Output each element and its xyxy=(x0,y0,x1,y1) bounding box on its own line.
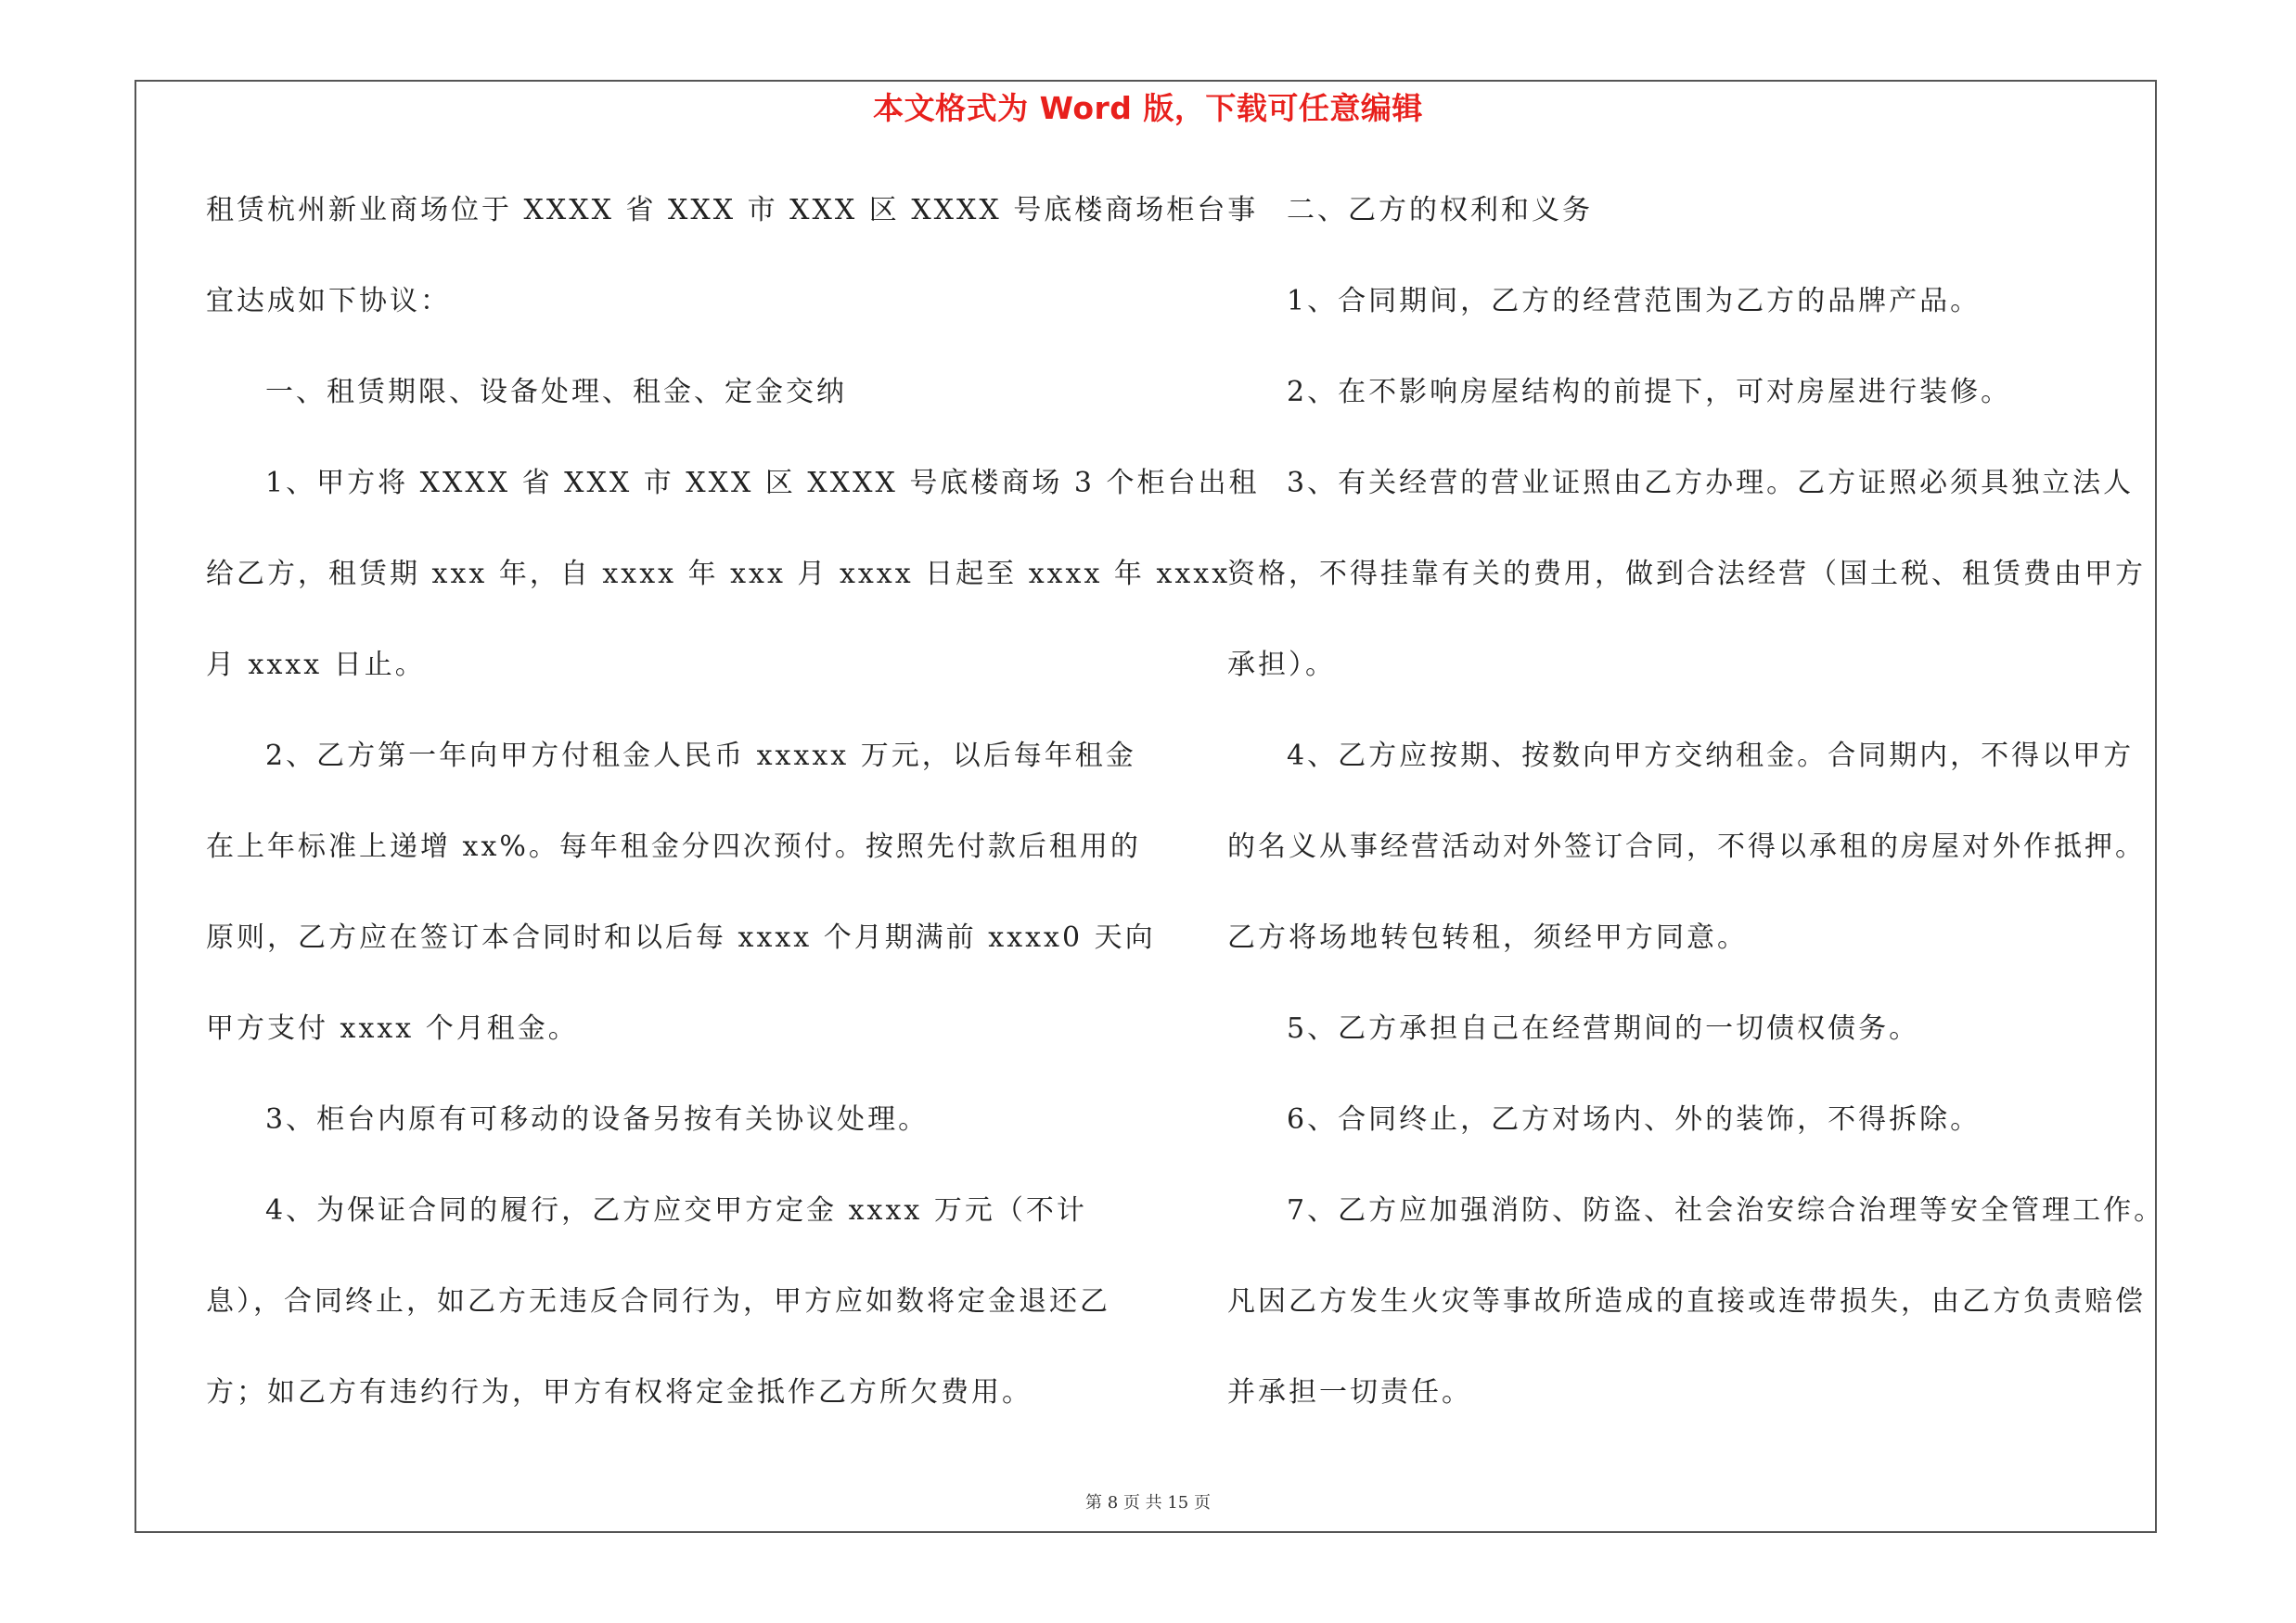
paragraph-line: 4、乙方应按期、按数向甲方交纳租金。合同期内，不得以甲方 xyxy=(1287,740,2135,772)
paragraph-line: 1、合同期间，乙方的经营范围为乙方的品牌产品。 xyxy=(1287,285,1982,317)
paragraph-line: 资格，不得挂靠有关的费用，做到合法经营（国土税、租赁费由甲方 xyxy=(1227,558,2146,590)
paragraph-line: 3、柜台内原有可移动的设备另按有关协议处理。 xyxy=(265,1103,930,1136)
paragraph-line: 2、乙方第一年向甲方付租金人民币 xxxxx 万元，以后每年租金 xyxy=(265,740,1136,772)
paragraph-line: 给乙方，租赁期 xxx 年，自 xxxx 年 xxx 月 xxxx 日起至 xxxx 年 xxxx xyxy=(206,558,1231,590)
paragraph-line: 息），合同终止，如乙方无违反合同行为，甲方应如数将定金退还乙 xyxy=(206,1285,1110,1318)
paragraph-line: 7、乙方应加强消防、防盗、社会治安综合治理等安全管理工作。 xyxy=(1287,1194,2165,1227)
paragraph-line: 凡因乙方发生火灾等事故所造成的直接或连带损失，由乙方负责赔偿 xyxy=(1227,1285,2146,1318)
paragraph-line: 5、乙方承担自己在经营期间的一切债权债务。 xyxy=(1287,1012,1920,1045)
paragraph-line: 6、合同终止，乙方对场内、外的装饰，不得拆除。 xyxy=(1287,1103,1982,1136)
paragraph-line: 月 xxxx 日止。 xyxy=(206,649,426,681)
paragraph-line: 方；如乙方有违约行为，甲方有权将定金抵作乙方所欠费用。 xyxy=(206,1376,1033,1409)
paragraph-line: 的名义从事经营活动对外签订合同，不得以承租的房屋对外作抵押。 xyxy=(1227,831,2146,863)
page-number-footer: 第 8 页 共 15 页 xyxy=(1085,1493,1211,1513)
paragraph-line: 4、为保证合同的履行，乙方应交甲方定金 xxxx 万元（不计 xyxy=(265,1194,1087,1227)
paragraph-line: 2、在不影响房屋结构的前提下，可对房屋进行装修。 xyxy=(1287,376,2012,408)
paragraph-line: 3、有关经营的营业证照由乙方办理。乙方证照必须具独立法人 xyxy=(1287,467,2135,499)
right-column xyxy=(1227,183,2174,1456)
paragraph-line: 并承担一切责任。 xyxy=(1227,1376,1472,1409)
section-heading: 二、乙方的权利和义务 xyxy=(1287,194,1593,226)
paragraph-line: 乙方将场地转包转租，须经甲方同意。 xyxy=(1227,921,1748,954)
paragraph-line: 甲方支付 xxxx 个月租金。 xyxy=(206,1012,579,1045)
paragraph-line: 宜达成如下协议： xyxy=(206,285,451,317)
paragraph-line: 在上年标准上递增 xx%。每年租金分四次预付。按照先付款后租用的 xyxy=(206,831,1141,863)
paragraph-line: 租赁杭州新业商场位于 XXXX 省 XXX 市 XXX 区 XXXX 号底楼商场柜台事 xyxy=(206,194,1259,226)
section-heading: 一、租赁期限、设备处理、租金、定金交纳 xyxy=(265,376,847,408)
paragraph-line: 1、甲方将 XXXX 省 XXX 市 XXX 区 XXXX 号底楼商场 3 个柜台出租 xyxy=(265,467,1260,499)
left-column xyxy=(206,183,1260,1456)
paragraph-line: 承担）。 xyxy=(1227,649,1336,681)
paragraph-line: 原则，乙方应在签订本合同时和以后每 xxxx 个月期满前 xxxx0 天向 xyxy=(206,921,1156,954)
word-format-banner: 本文格式为 Word 版，下载可任意编辑 xyxy=(873,90,1423,126)
